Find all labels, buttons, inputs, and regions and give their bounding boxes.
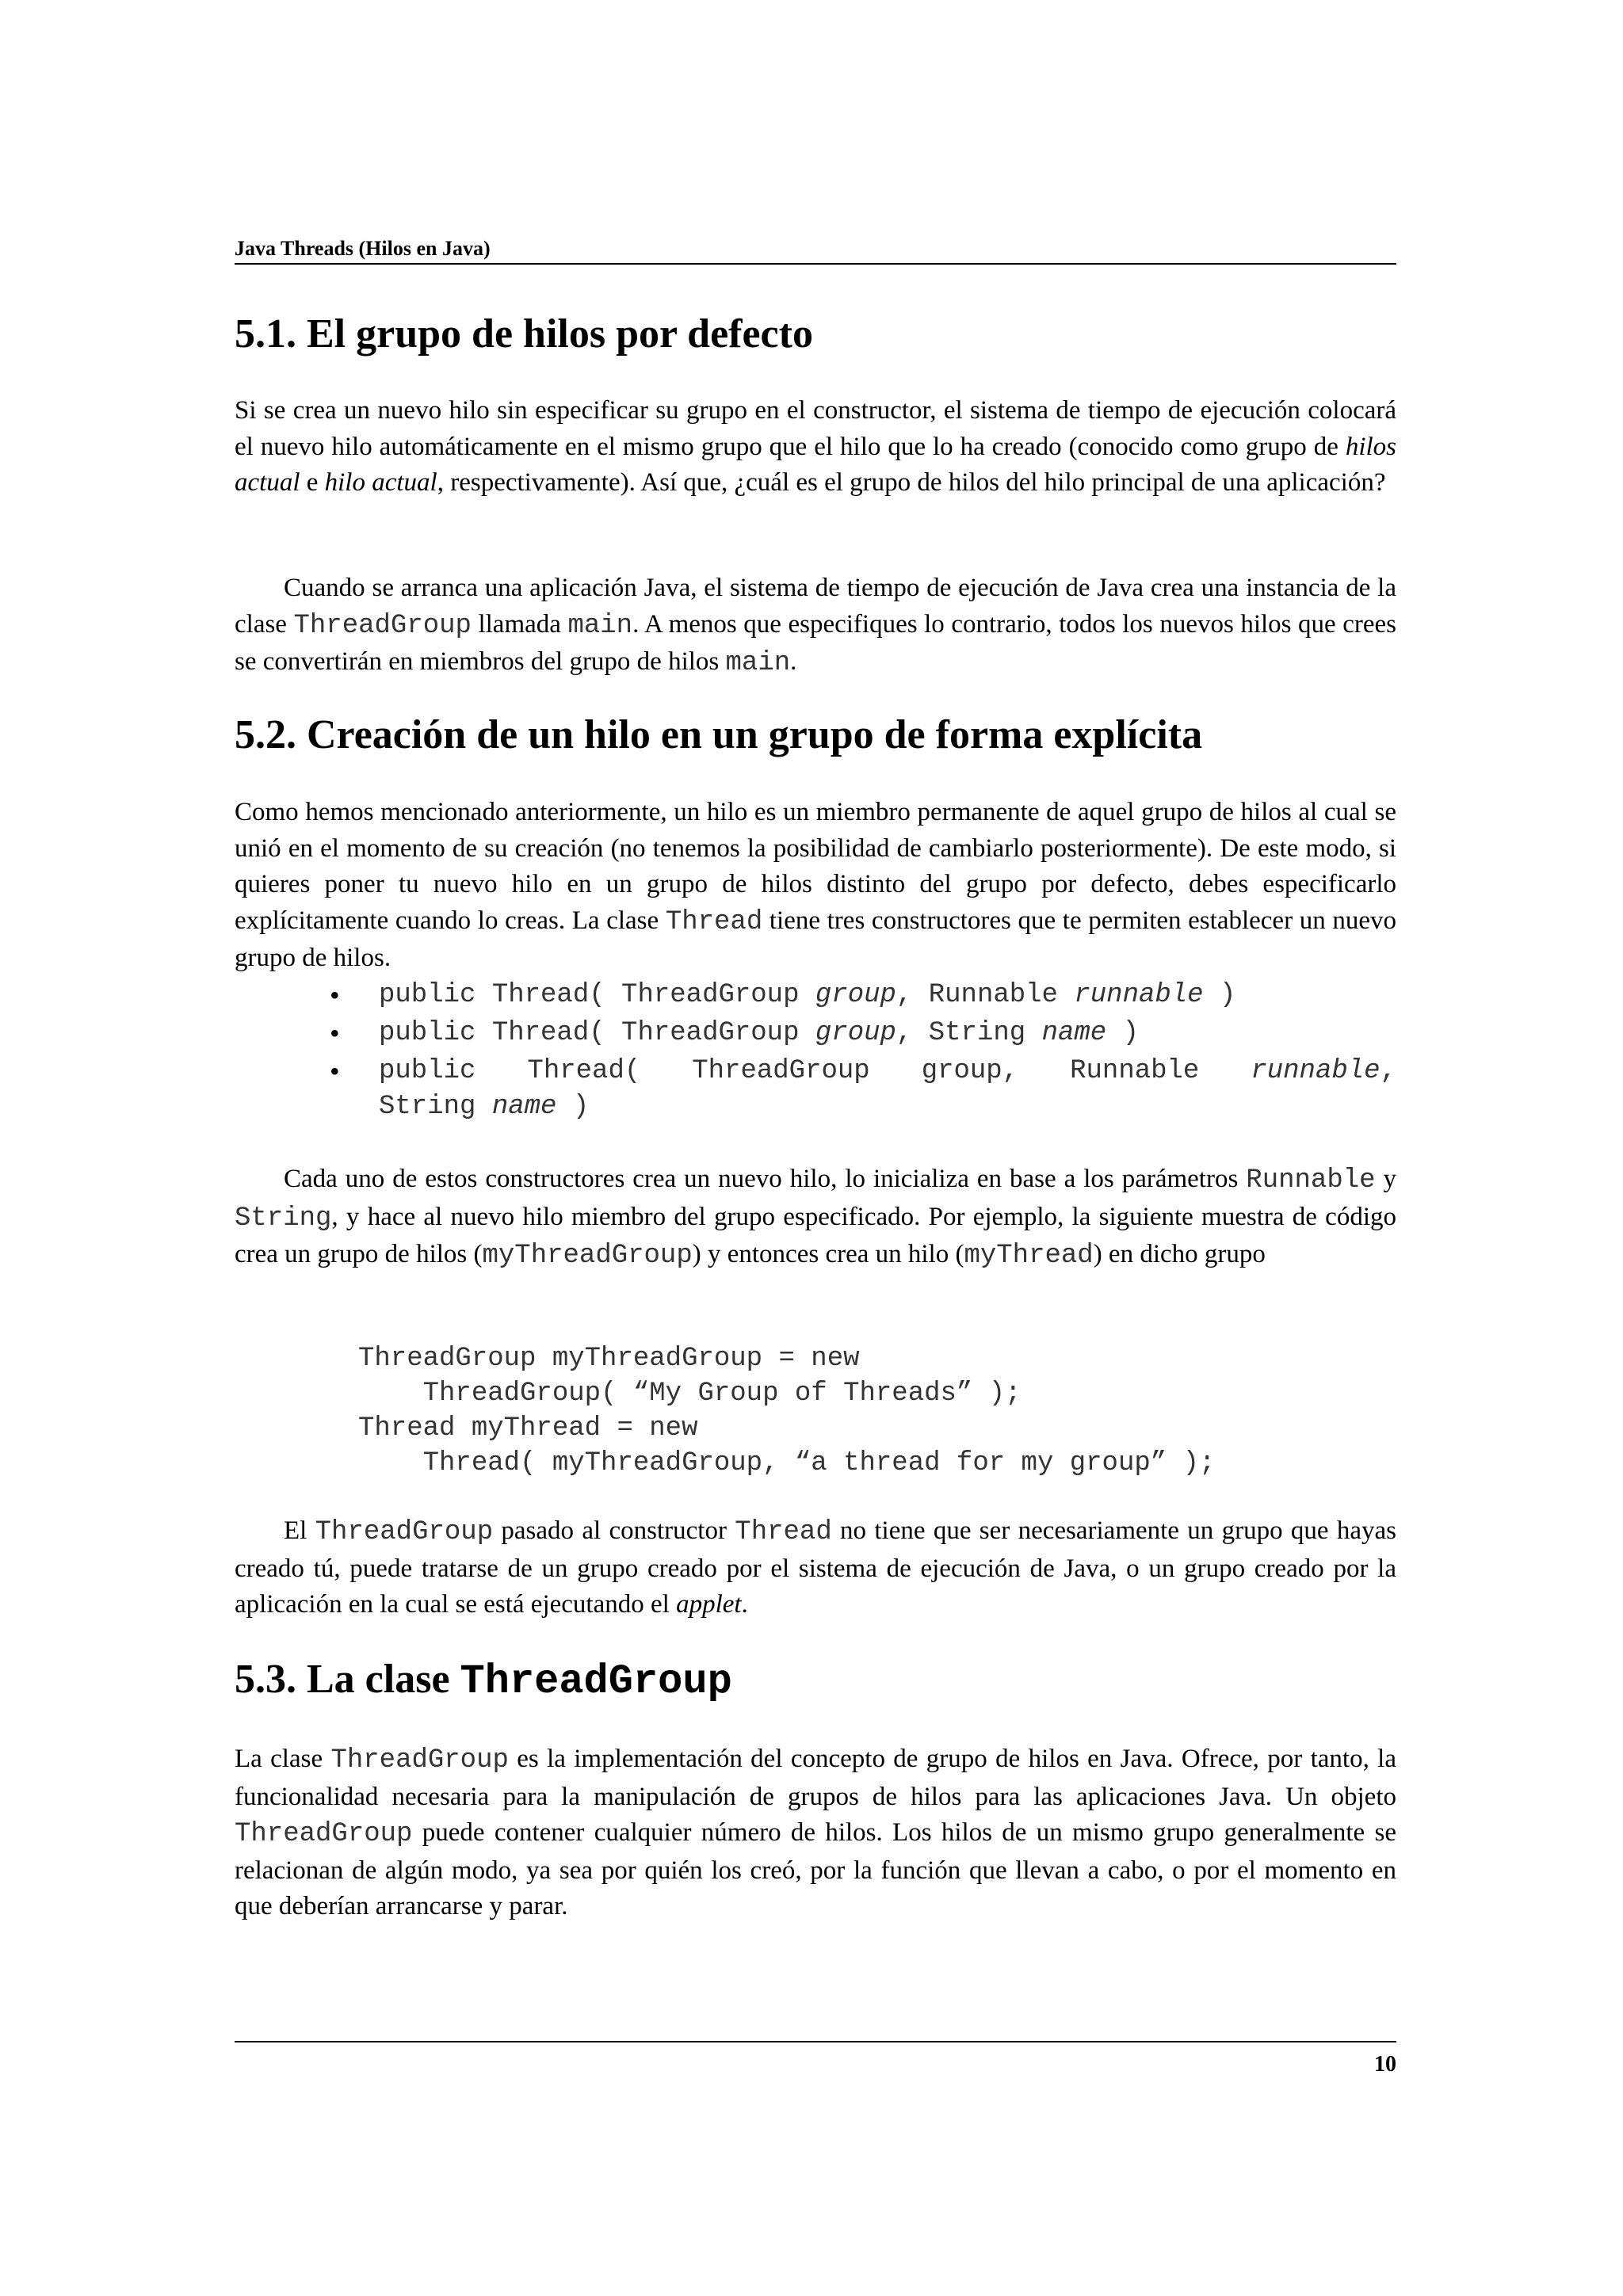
bullet: • [330, 979, 340, 1011]
section-5-1-paragraph-1: Si se crea un nuevo hilo sin especificar su grupo en el constructor, el sistema de tiempo de ejecución colocará el nuevo hilo automáticamente en el mismo grupo que el hilo que lo ha creado (conocido como grupo de hilos actual e hilo actual, respectivamente). Así que, ¿cuál es el grupo de hilos del hilo principal de una aplicación? [235, 396, 1396, 497]
section-5-2-paragraph-2: Cada uno de estos constructores crea un nuevo hilo, lo inicializa en base a los parámetros Runnable y String, y hace al nuevo hilo miembro del grupo especificado. Por ejemplo, la siguiente muestra de código crea un grupo de hilos (myThreadGroup) y entonces crea un hilo (myThread) en dicho grupo [235, 1165, 1397, 1271]
footer-rule [235, 2041, 1396, 2042]
constructor-item: • public Thread( ThreadGroup group, String name ) [330, 1016, 1396, 1051]
page-number: 10 [1374, 2052, 1396, 2077]
bullet: • [330, 1055, 340, 1087]
code-sample: ThreadGroup myThreadGroup = new ThreadGroup( “My Group of Threads” ); Thread myThread = new Thread( myThreadGroup, “a thread for my group” ); [358, 1344, 1216, 1478]
section-5-2-paragraph-1: Como hemos mencionado anteriormente, un hilo es un miembro permanente de aquel grupo de hilos al cual se unió en el momento de su creación (no tenemos la posibilidad de cambiarlo posteriormente). De este modo, si quieres poner tu nuevo hilo en un grupo de hilos distinto del grupo por defecto, debes especificarlo explícitamente cuando lo creas. La clase Thread tiene tres constructores que te permiten establecer un nuevo grupo de hilos. [235, 798, 1396, 972]
constructor-item: • public Thread( ThreadGroup group, Runnable runnable ) [330, 978, 1396, 1013]
section-5-2-heading: 5.2. Creación de un hilo en un grupo de forma explícita [235, 712, 1203, 757]
section-5-3-heading: 5.3. La clase ThreadGroup [235, 1657, 732, 1705]
bullet: • [330, 1017, 340, 1049]
constructor-list [330, 978, 1396, 1125]
constructor-item: • public Thread( ThreadGroup group, Runnable runnable, String name ) [330, 1055, 1396, 1122]
section-5-1-paragraph-2: Cuando se arranca una aplicación Java, el sistema de tiempo de ejecución de Java crea una instancia de la clase ThreadGroup llamada main. A menos que especifiques lo contrario, todos los nuevos hilos que crees se convertirán en miembros del grupo de hilos main. [235, 574, 1397, 678]
running-header: Java Threads (Hilos en Java) [235, 236, 1396, 265]
section-5-1-heading: 5.1. El grupo de hilos por defecto [235, 311, 813, 357]
section-5-2-paragraph-3: El ThreadGroup pasado al constructor Thread no tiene que ser necesariamente un grupo que hayas creado tú, puede tratarse de un grupo creado por el sistema de ejecución de Java, o un grupo creado por la aplicación en la cual se está ejecutando el applet. [235, 1516, 1397, 1619]
section-5-3-paragraph-1: La clase ThreadGroup es la implementación del concepto de grupo de hilos en Java. Ofrece, por tanto, la funcionalidad necesaria para la manipulación de grupos de hilos para las aplicaciones Java. Un objeto ThreadGroup puede contener cualquier número de hilos. Los hilos de un mismo grupo generalmente se relacionan de algún modo, ya sea por quién los creó, por la función que llevan a cabo, o por el momento en que deberían arrancarse y parar. [235, 1745, 1396, 1920]
